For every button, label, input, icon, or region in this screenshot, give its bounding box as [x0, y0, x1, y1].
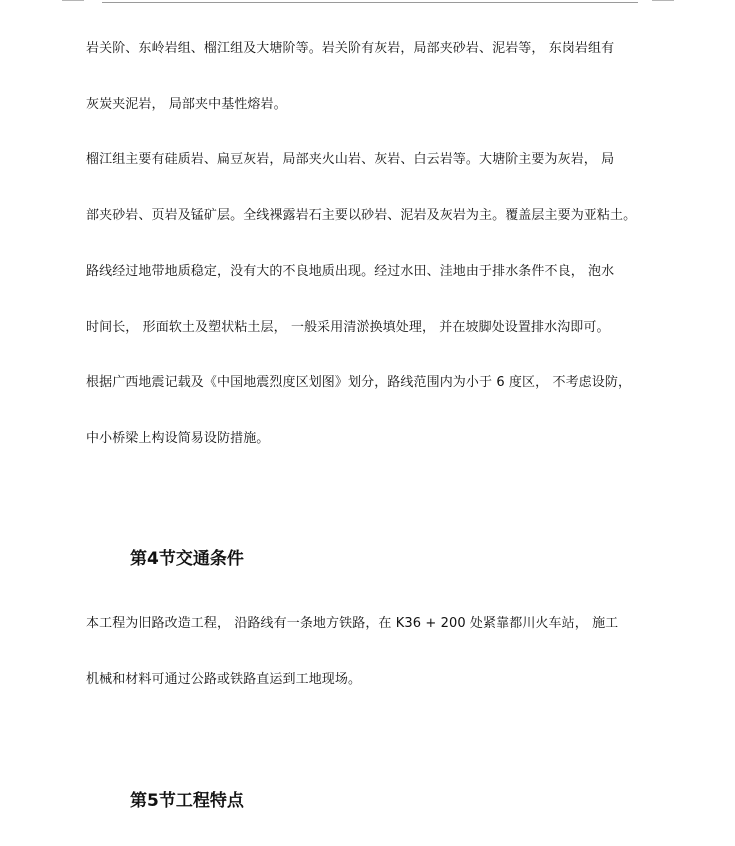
section-heading-traffic: 第4节交通条件 [130, 549, 244, 569]
paragraph-line: 灰炭夹泥岩， 局部夹中基性熔岩。 [86, 97, 287, 112]
page-corner-mark-right [652, 0, 674, 3]
page-header-rule [102, 2, 638, 3]
paragraph-line: 机械和材料可通过公路或铁路直运到工地现场。 [86, 672, 362, 687]
paragraph-line: 路线经过地带地质稳定，没有大的不良地质出现。经过水田、洼地由于排水条件不良， 泡水 [86, 264, 615, 279]
paragraph-line: 榴江组主要有硅质岩、扁豆灰岩，局部夹火山岩、灰岩、白云岩等。大塘阶主要为灰岩， 局 [86, 152, 615, 167]
paragraph-line: 中小桥梁上构设简易设防措施。 [86, 431, 270, 446]
paragraph-line: 根据广西地震记载及《中国地震烈度区划图》划分，路线范围内为小于 6 度区， 不考虑设防， [86, 375, 632, 390]
paragraph-line: 本工程为旧路改造工程， 沿路线有一条地方铁路，在 K36 + 200 处紧靠都川火车站， 施工 [86, 616, 619, 631]
paragraph-line: 部夹砂岩、页岩及锰矿层。全线裸露岩石主要以砂岩、泥岩及灰岩为主。覆盖层主要为亚粘土。 [86, 208, 637, 223]
section-heading-features: 第5节工程特点 [130, 791, 244, 811]
page-corner-mark-left [62, 0, 84, 3]
paragraph-line: 时间长， 形面软土及塑状粘土层， 一般采用清淤换填处理， 并在坡脚处设置排水沟即可。 [86, 320, 610, 335]
paragraph-line: 岩关阶、东岭岩组、榴江组及大塘阶等。岩关阶有灰岩，局部夹砂岩、泥岩等， 东岗岩组有 [86, 41, 615, 56]
